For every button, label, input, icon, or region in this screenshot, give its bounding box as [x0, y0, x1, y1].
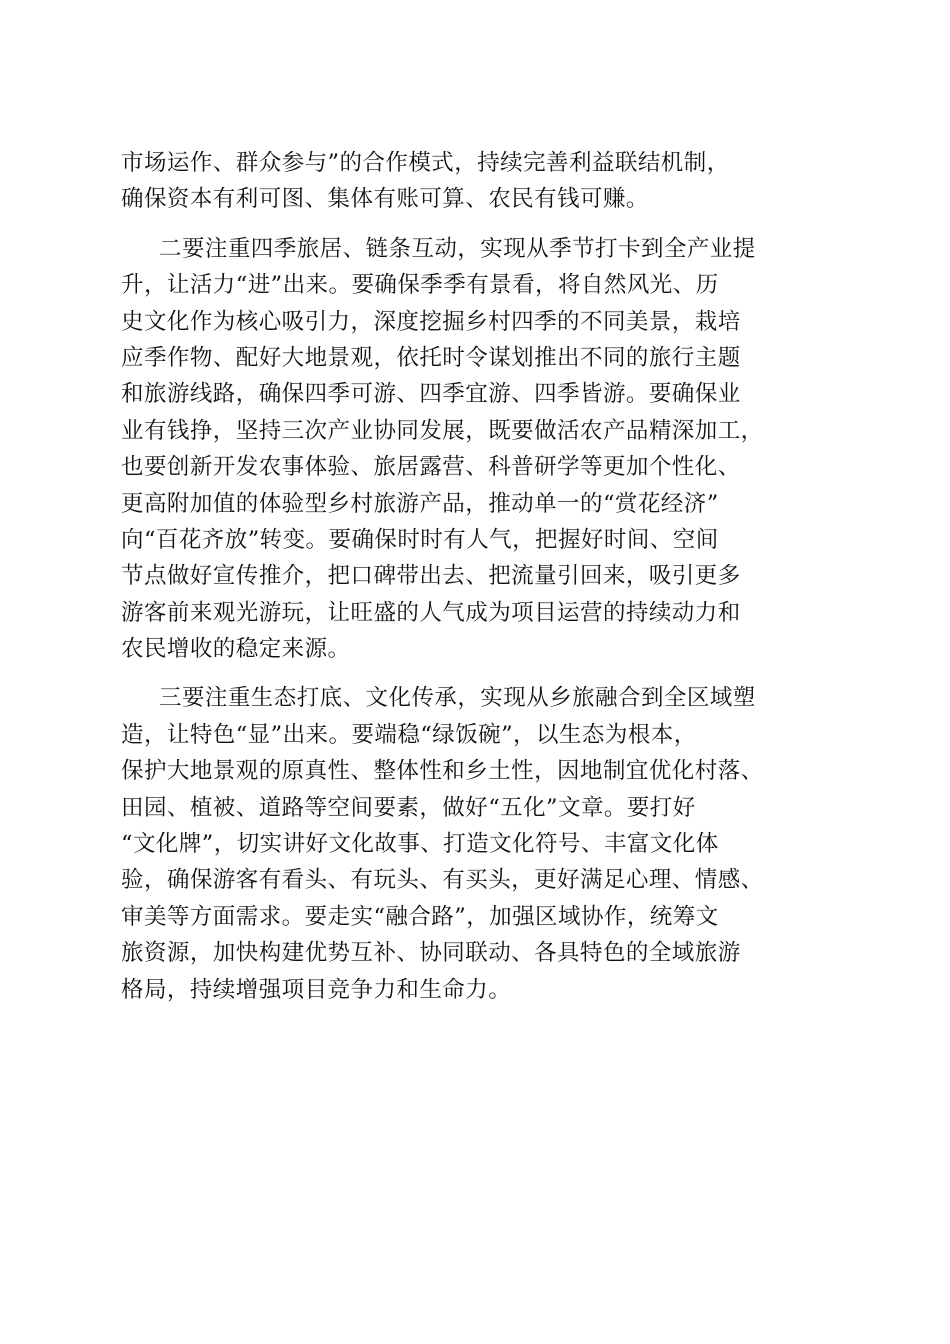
text-line: “文化牌”，切实讲好文化故事、打造文化符号、丰富文化体	[121, 831, 719, 858]
text-line: 旅资源，加快构建优势互补、协同联动、各具特色的全域旅游	[121, 940, 741, 967]
text-line: 也要创新开发农事体验、旅居露营、科普研学等更加个性化、	[121, 454, 741, 481]
text-line: 和旅游线路，确保四季可游、四季宜游、四季皆游。要确保业	[121, 381, 741, 408]
text-line: 保护大地景观的原真性、整体性和乡土性，因地制宜优化村落、	[121, 758, 764, 785]
text-line: 三要注重生态打底、文化传承，实现从乡旅融合到全区域塑	[159, 685, 756, 712]
text-line: 验，确保游客有看头、有玩头、有买头，更好满足心理、情感、	[121, 867, 764, 894]
document-body	[121, 145, 841, 1008]
text-line: 更高附加值的体验型乡村旅游产品，推动单一的“赏花经济”	[121, 490, 719, 517]
text-line: 向“百花齐放”转变。要确保时时有人气，把握好时间、空间	[121, 526, 719, 553]
text-line: 农民增收的稳定来源。	[121, 636, 351, 663]
text-line: 升，让活力“进”出来。要确保季季有景看，将自然风光、历	[121, 272, 719, 299]
paragraph-two	[121, 231, 841, 668]
text-line: 业有钱挣，坚持三次产业协同发展，既要做活农产品精深加工，	[121, 417, 764, 444]
paragraph-three	[121, 680, 841, 1008]
text-line: 应季作物、配好大地景观，依托时令谋划推出不同的旅行主题	[121, 344, 741, 371]
text-line: 格局，持续增强项目竞争力和生命力。	[121, 976, 512, 1003]
text-line: 审美等方面需求。要走实“融合路”，加强区域协作，统筹文	[121, 903, 719, 930]
text-line: 节点做好宣传推介，把口碑带出去、把流量引回来，吸引更多	[121, 563, 741, 590]
text-line: 史文化作为核心吸引力，深度挖掘乡村四季的不同美景，栽培	[121, 308, 741, 335]
text-line: 田园、植被、道路等空间要素，做好“五化”文章。要打好	[121, 794, 696, 821]
text-line: 二要注重四季旅居、链条互动，实现从季节打卡到全产业提	[159, 235, 756, 262]
text-line: 造，让特色“显”出来。要端稳“绿饭碗”，以生态为根本，	[121, 721, 697, 748]
text-line: 市场运作、群众参与”的合作模式，持续完善利益联结机制，	[121, 150, 730, 176]
text-line: 确保资本有利可图、集体有账可算、农民有钱可赚。	[121, 186, 649, 213]
text-line: 游客前来观光游玩，让旺盛的人气成为项目运营的持续动力和	[121, 599, 741, 626]
paragraph-continued	[121, 145, 841, 218]
